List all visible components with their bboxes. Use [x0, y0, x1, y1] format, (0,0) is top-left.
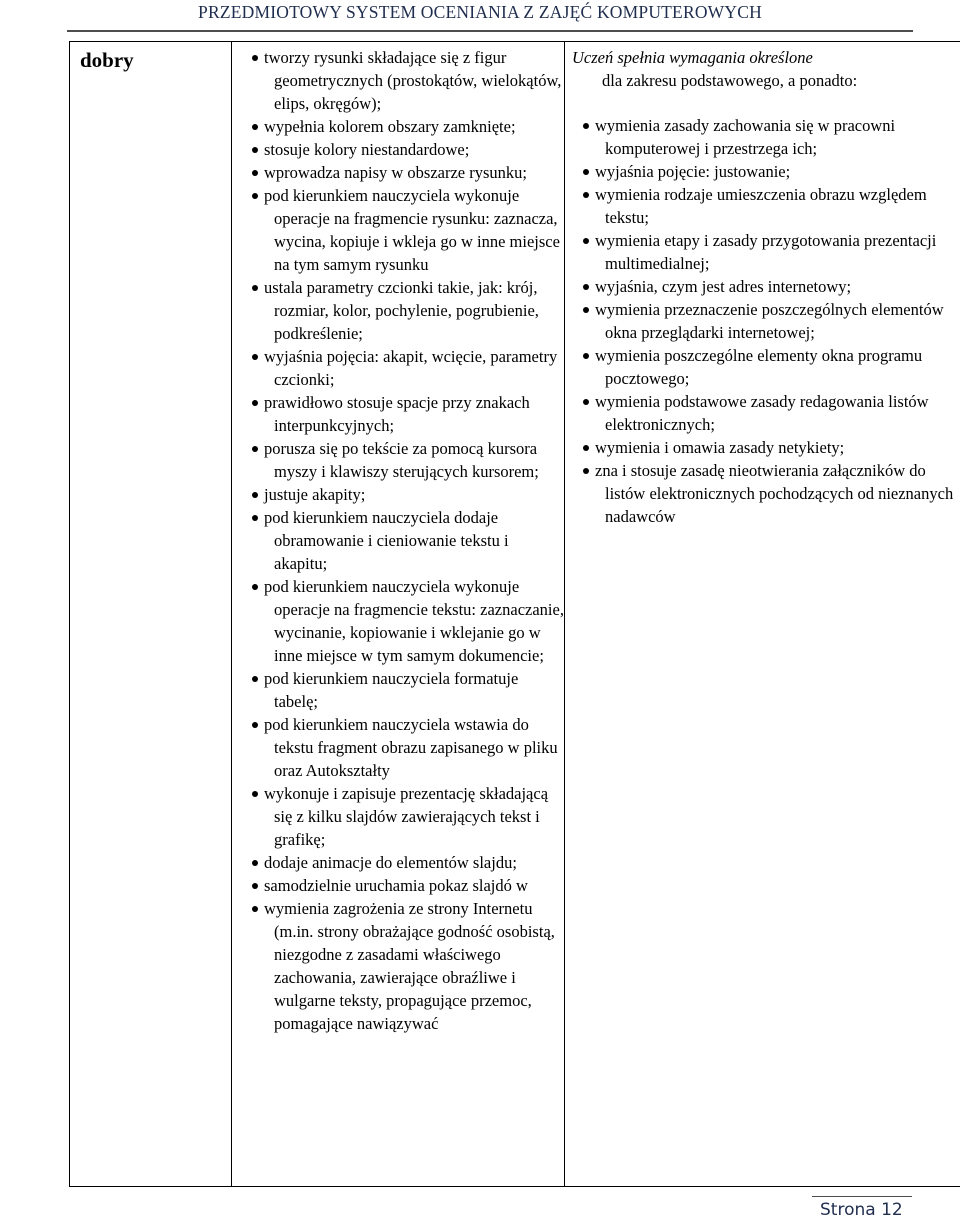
list-item	[239, 575, 564, 667]
bullet-icon	[252, 446, 258, 452]
header-rule	[67, 30, 913, 32]
list-item	[239, 897, 564, 1035]
list-item	[572, 390, 960, 436]
list-item	[239, 276, 564, 345]
list-item-text: pod kierunkiem nauczyciela wykonuje operacje na fragmencie rysunku: zaznacza, wycina, kopiuje i wkleja go w inne miejsce na tym samym rysunku	[264, 186, 560, 274]
bullet-icon	[252, 906, 258, 912]
list-item	[239, 391, 564, 437]
requirements-intro: dla zakresu podstawowego, a ponadto:	[602, 71, 858, 90]
list-item-text: dodaje animacje do elementów slajdu;	[264, 853, 517, 872]
list-item	[239, 483, 564, 506]
list-item-text: pod kierunkiem nauczyciela formatuje tabelę;	[264, 669, 519, 711]
list-item	[572, 114, 960, 160]
bullet-icon	[252, 722, 258, 728]
list-item	[572, 275, 960, 298]
list-item-text: wymienia rodzaje umieszczenia obrazu względem tekstu;	[595, 185, 927, 227]
list-item-text: pod kierunkiem nauczyciela dodaje obramowanie i cieniowanie tekstu i akapitu;	[264, 508, 509, 573]
list-item-text: ustala parametry czcionki takie, jak: krój, rozmiar, kolor, pochylenie, pogrubienie, podkreślenie;	[264, 278, 539, 343]
bullet-icon	[252, 193, 258, 199]
bullet-icon	[252, 883, 258, 889]
list-item	[239, 851, 564, 874]
list-item	[239, 138, 564, 161]
list-item-text: wyjaśnia pojęcia: akapit, wcięcie, parametry czcionki;	[264, 347, 558, 389]
list-item	[239, 713, 564, 782]
list-item	[239, 161, 564, 184]
list-item	[572, 344, 960, 390]
list-item-text: wypełnia kolorem obszary zamknięte;	[264, 117, 516, 136]
bullet-icon	[583, 353, 589, 359]
list-item-text: justuje akapity;	[264, 485, 366, 504]
list-item	[239, 506, 564, 575]
basic-requirements-column	[239, 46, 564, 1035]
bullet-icon	[583, 445, 589, 451]
list-item-text: pod kierunkiem nauczyciela wstawia do tekstu fragment obrazu zapisanego w pliku oraz Autokształty	[264, 715, 558, 780]
bullet-icon	[252, 492, 258, 498]
bullet-icon	[252, 791, 258, 797]
bullet-icon	[252, 170, 258, 176]
list-item-text: wymienia poszczególne elementy okna programu pocztowego;	[595, 346, 923, 388]
page-number: Strona 12	[820, 1200, 903, 1220]
list-item	[239, 115, 564, 138]
list-item	[239, 874, 564, 897]
list-item	[239, 46, 564, 115]
list-item	[572, 459, 960, 528]
bullet-icon	[583, 238, 589, 244]
bullet-icon	[252, 285, 258, 291]
bullet-icon	[583, 192, 589, 198]
bullet-icon	[252, 676, 258, 682]
list-item-text: wymienia etapy i zasady przygotowania prezentacji multimedialnej;	[595, 231, 937, 273]
footer-rule	[812, 1196, 912, 1197]
extended-requirements-list	[572, 114, 960, 528]
bullet-icon	[583, 169, 589, 175]
basic-requirements-list	[239, 46, 564, 1035]
criteria-table	[69, 41, 960, 1187]
bullet-icon	[583, 307, 589, 313]
list-item	[572, 183, 960, 229]
list-item-text: zna i stosuje zasadę nieotwierania załączników do listów elektronicznych pochodzących od nieznanych nadawców	[595, 461, 954, 526]
bullet-icon	[583, 468, 589, 474]
list-item-text: prawidłowo stosuje spacje przy znakach interpunkcyjnych;	[264, 393, 530, 435]
grade-label: dobry	[80, 48, 134, 72]
list-item-text: samodzielnie uruchamia pokaz slajdó w	[264, 876, 528, 895]
list-item	[239, 345, 564, 391]
bullet-icon	[583, 399, 589, 405]
column-divider	[564, 42, 565, 1186]
bullet-icon	[252, 584, 258, 590]
list-item-text: wymienia podstawowe zasady redagowania listów elektronicznych;	[595, 392, 929, 434]
bullet-icon	[252, 515, 258, 521]
bullet-icon	[583, 123, 589, 129]
list-item-text: stosuje kolory niestandardowe;	[264, 140, 470, 159]
list-item	[572, 436, 960, 459]
list-item-text: wyjaśnia, czym jest adres internetowy;	[595, 277, 852, 296]
list-item	[239, 782, 564, 851]
list-item	[239, 667, 564, 713]
list-item-text: wyjaśnia pojęcie: justowanie;	[595, 162, 791, 181]
bullet-icon	[252, 124, 258, 130]
list-item-text: pod kierunkiem nauczyciela wykonuje operacje na fragmencie tekstu: zaznaczanie, wycinanie, kopiowanie i wklejanie go w inne miejsce w tym samym dokumencie;	[264, 577, 564, 665]
list-item	[572, 298, 960, 344]
list-item-text: wymienia i omawia zasady netykiety;	[595, 438, 845, 457]
list-item-text: porusza się po tekście za pomocą kursora myszy i klawiszy sterujących kursorem;	[264, 439, 539, 481]
list-item-text: wymienia przeznaczenie poszczególnych elementów okna przeglądarki internetowej;	[595, 300, 944, 342]
bullet-icon	[583, 284, 589, 290]
bullet-icon	[252, 55, 258, 61]
extended-requirements-column	[572, 46, 960, 528]
list-item-text: wykonuje i zapisuje prezentację składającą się z kilku slajdów zawierających tekst i grafikę;	[264, 784, 549, 849]
list-item-text: wprowadza napisy w obszarze rysunku;	[264, 163, 528, 182]
bullet-icon	[252, 147, 258, 153]
list-item	[572, 160, 960, 183]
list-item-text: wymienia zagrożenia ze strony Internetu (m.in. strony obrażające godność osobistą, niezgodne z zasadami właściwego zachowania, zawierające obraźliwe i wulgarne teksty, propagujące przemoc, pomagające nawiązywać	[264, 899, 555, 1033]
list-item-text: tworzy rysunki składające się z figur geometrycznych (prostokątów, wielokątów, elips, okręgów);	[264, 48, 562, 113]
list-item	[239, 184, 564, 276]
bullet-icon	[252, 354, 258, 360]
bullet-icon	[252, 400, 258, 406]
list-item	[239, 437, 564, 483]
bullet-icon	[252, 860, 258, 866]
requirements-intro-italic: Uczeń spełnia wymagania określone	[572, 48, 813, 67]
column-divider	[231, 42, 232, 1186]
list-item	[572, 229, 960, 275]
list-item-text: wymienia zasady zachowania się w pracowni komputerowej i przestrzega ich;	[595, 116, 896, 158]
page-header: PRZEDMIOTOWY SYSTEM OCENIANIA Z ZAJĘĆ KOMPUTEROWYCH	[198, 2, 762, 22]
